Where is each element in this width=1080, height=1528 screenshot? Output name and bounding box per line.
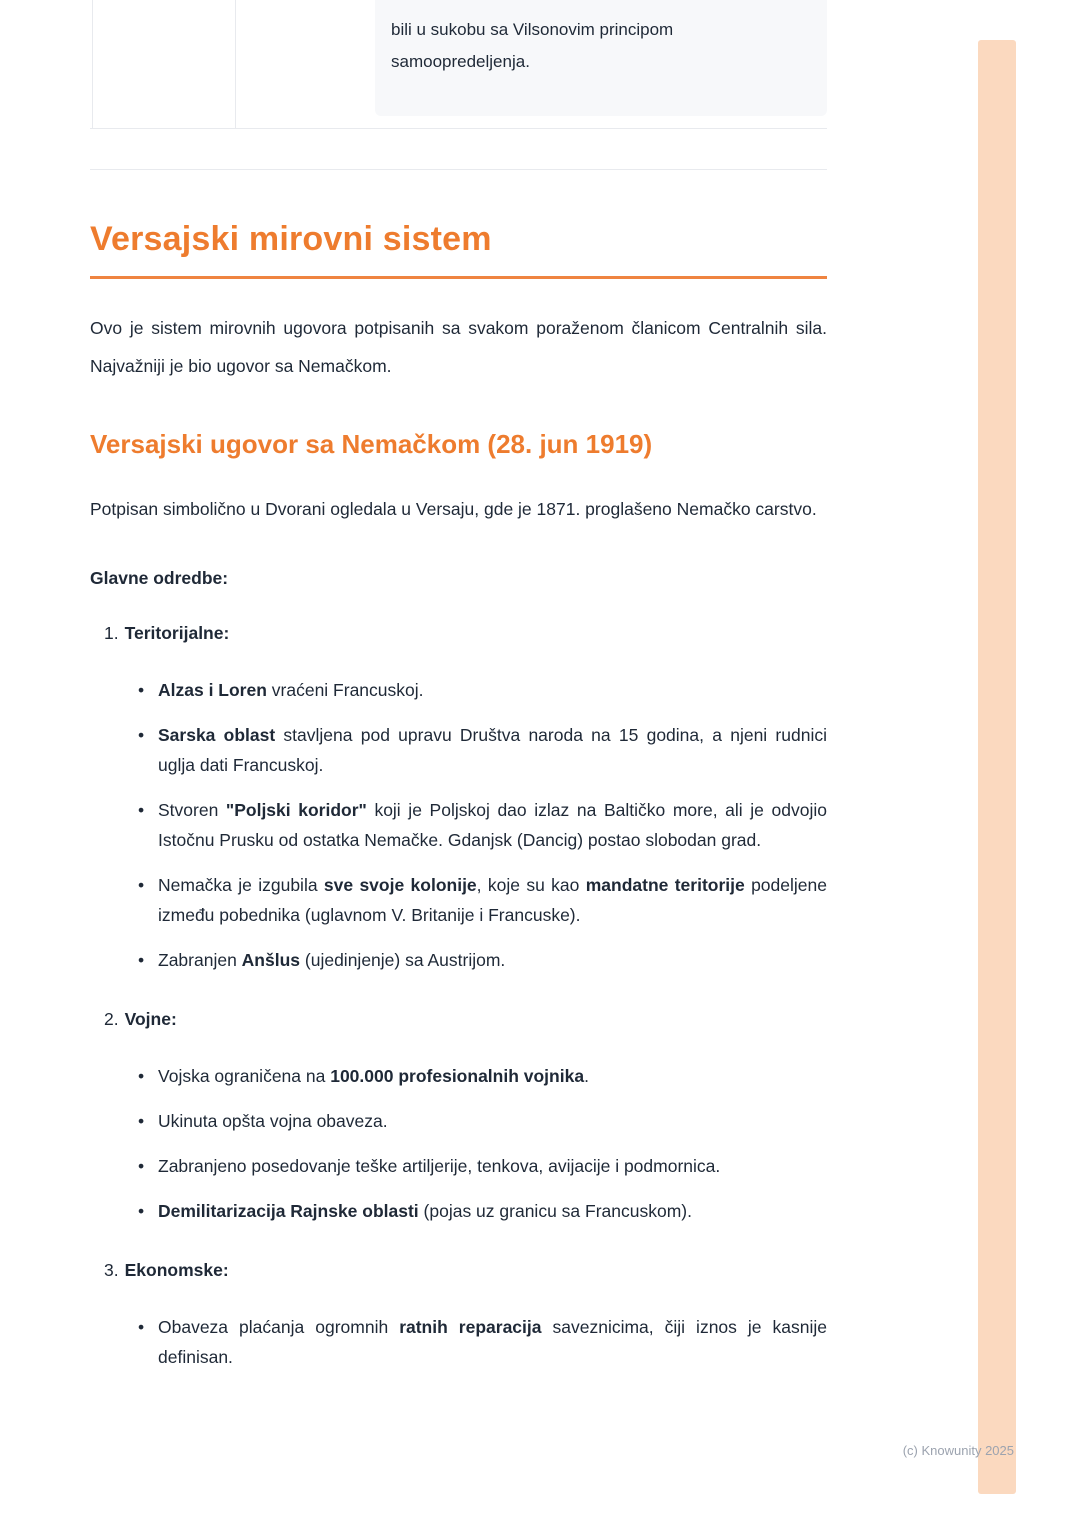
plain-text: Nemačka je izgubila [158,875,324,895]
bullet-text [158,1196,827,1226]
bold-text: "Poljski koridor" [225,800,367,820]
bold-text: Sarska oblast [158,725,276,745]
bullet-item [90,1151,827,1181]
intro-paragraph: Ovo je sistem mirovnih ugovora potpisanih sa svakom poraženom članicom Centralnih sila. Najvažniji je bio ugovor sa Nemačkom. [90,318,827,376]
bullet-list [90,1061,827,1226]
table-cell-text: bili u sukobu sa Vilsonovim principom samoopredeljenja. [391,20,674,71]
provision-number: 2. [104,1009,119,1029]
document-content [90,0,827,1387]
bullet-item [90,870,827,930]
plain-text: saveznicima, čiji iznos je kasnije definisan. [158,1317,827,1367]
provision-heading: Vojne: [124,1009,177,1029]
plain-text: vraćeni Francuskoj. [266,680,424,700]
plain-text: stavljena pod upravu Društva naroda na 15 godina, a njeni rudnici uglja dati Francuskoj. [158,725,827,775]
plain-text: . [584,1066,589,1086]
bold-text: Demilitarizacija Rajnske oblasti [158,1201,419,1221]
plain-text: (ujedinjenje) sa Austrijom. [300,950,506,970]
table-cell [375,0,827,116]
plain-text: Vojska ograničena na [158,1066,331,1086]
bullet-icon: • [138,950,145,970]
bullet-item [90,720,827,780]
provisions-label: Glavne odredbe: [90,568,229,588]
bold-text: Anšlus [241,950,301,970]
provision-heading: Teritorijalne: [124,623,230,643]
bold-text: mandatne teritorije [585,875,745,895]
bullet-icon: • [138,725,145,745]
table-fragment [90,0,827,129]
page-title: Versajski mirovni sistem [90,220,492,258]
bullet-text [158,1312,827,1372]
bullet-icon: • [138,800,145,820]
provision-item [90,619,827,975]
bullet-list [90,675,827,975]
subsection-title: Versajski ugovor sa Nemačkom (28. jun 1919) [90,429,653,459]
plain-text: Ukinuta opšta vojna obaveza. [158,1111,388,1131]
plain-text: Zabranjen [158,950,242,970]
plain-text: Stvoren [158,800,226,820]
provision-title [90,1005,827,1033]
bullet-icon: • [138,875,145,895]
provision-title [90,619,827,647]
bullet-text [158,1106,827,1136]
plain-text: (pojas uz granicu sa Francuskom). [418,1201,692,1221]
provision-number: 1. [104,623,119,643]
bullet-item [90,795,827,855]
provisions-list [90,619,827,1372]
bullet-item [90,1312,827,1372]
bullet-icon: • [138,1156,145,1176]
provision-title [90,1256,827,1284]
plain-text: Zabranjeno posedovanje teške artiljerije, tenkova, avijacije i podmornica. [158,1156,721,1176]
bullet-text [158,720,827,780]
watermark: (c) Knowunity 2025 [902,1443,1014,1458]
right-accent-stripe [978,40,1016,1494]
bullet-list [90,1312,827,1372]
bullet-icon: • [138,1317,145,1337]
bullet-text [158,1151,827,1181]
provision-heading: Ekonomske: [124,1260,229,1280]
bold-text: 100.000 profesionalnih vojnika [330,1066,585,1086]
plain-text: Obaveza plaćanja ogromnih [158,1317,400,1337]
provision-item [90,1005,827,1226]
bold-text: ratnih reparacija [399,1317,542,1337]
bullet-item [90,1106,827,1136]
plain-text: , koje su kao [476,875,586,895]
section-divider [90,169,827,170]
bullet-item [90,1061,827,1091]
bullet-icon: • [138,1201,145,1221]
bullet-text [158,1061,827,1091]
bullet-item [90,945,827,975]
bullet-text [158,675,827,705]
bold-text: Alzas i Loren [158,680,267,700]
bullet-text [158,795,827,855]
provision-number: 3. [104,1260,119,1280]
bullet-icon: • [138,1066,145,1086]
bullet-text [158,870,827,930]
title-underline [90,276,827,279]
provision-item [90,1256,827,1372]
bullet-icon: • [138,680,145,700]
plain-text: podeljene između pobednika (uglavnom V. Britanije i Francuske). [158,875,827,925]
bullet-item [90,675,827,705]
table-column-border [235,0,236,128]
bullet-text [158,945,827,975]
subsection-paragraph: Potpisan simbolično u Dvorani ogledala u Versaju, gde je 1871. proglašeno Nemačko carstvo. [90,499,817,519]
bullet-icon: • [138,1111,145,1131]
bold-text: sve svoje kolonije [323,875,477,895]
plain-text: koji je Poljskoj dao izlaz na Baltičko more, ali je odvojio Istočnu Prusku od ostatka Nemačke. Gdanjsk (Dancig) postao slobodan grad. [158,800,827,850]
bullet-item [90,1196,827,1226]
table-column-border [92,0,93,128]
